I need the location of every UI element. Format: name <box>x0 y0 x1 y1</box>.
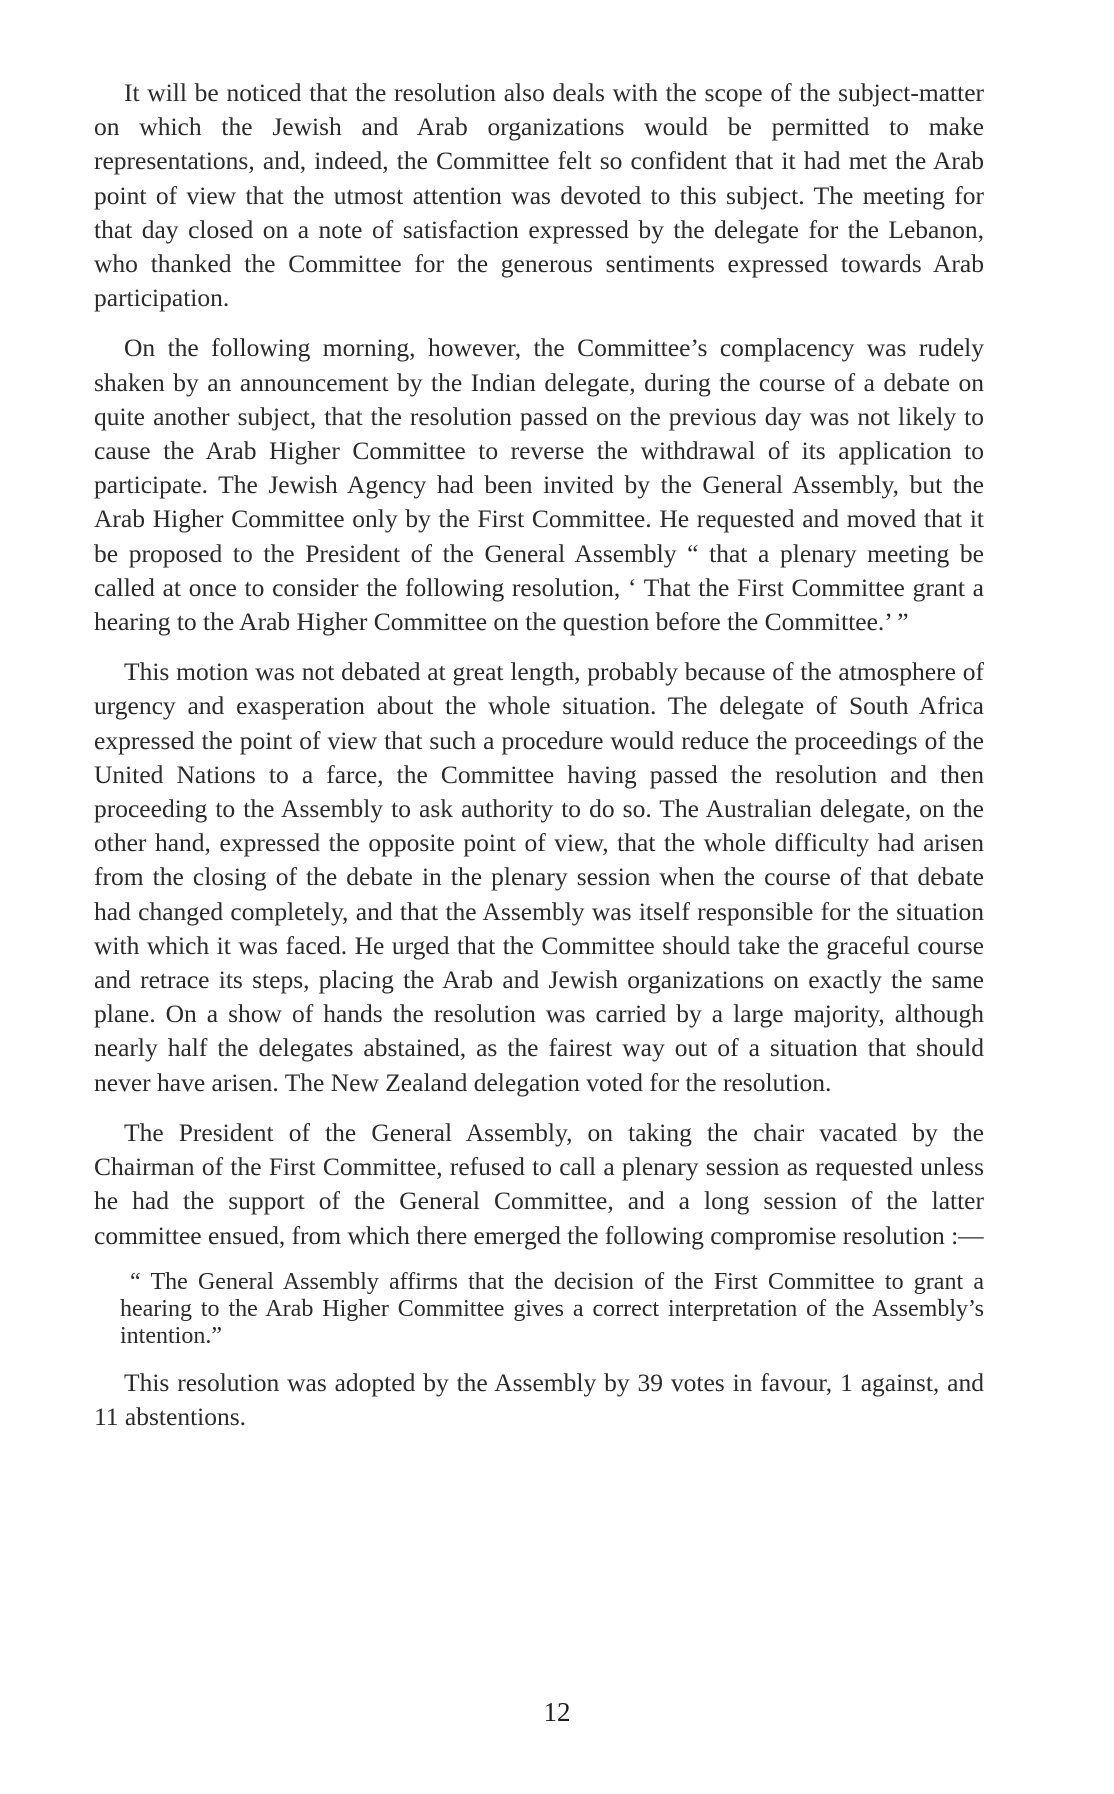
paragraph-motion-debate: This motion was not debated at great length, probably because of the atmosphere of urgency and exasperation about the whole situation. The delegate of South Africa expressed the point of view that such a procedure would reduce the proceedings of the United Nations to a farce, the Committee having passed the resolution and then proceeding to the Assembly to ask authority to do so. The Australian delegate, on the other hand, expressed the opposite point of view, that the whole difficulty had arisen from the closing of the debate in the plenary session when the course of that debate had changed completely, and that the Assembly was itself responsible for the situation with which it was faced. He urged that the Committee should take the graceful course and retrace its steps, placing the Arab and Jewish organizations on exactly the same plane. On a show of hands the resolution was carried by a large majority, although nearly half the delegates abstained, as the fairest way out of a situation that should never have arisen. The New Zealand delegation voted for the resolution. <box>94 657 984 1097</box>
page-number: 12 <box>543 1697 571 1727</box>
paragraph-resolution-scope: It will be noticed that the resolution also deals with the scope of the subject-matter on which the Jewish and Arab organizations would be permitted to make representations, and, indeed, the Committee felt so confident that it had met the Arab point of view that the utmost attention was devoted to this subject. The meeting for that day closed on a note of satisfaction expressed by the delegate for the Lebanon, who thanked the Committee for the generous sentiments expressed towards Arab participation. <box>94 78 984 313</box>
page-body <box>94 76 984 1434</box>
paragraph-vote-result: This resolution was adopted by the Assembly by 39 votes in favour, 1 against, and 11 abstentions. <box>94 1367 984 1431</box>
paragraph-general-assembly-president: The President of the General Assembly, on taking the chair vacated by the Chairman of the First Committee, refused to call a plenary session as requested unless he had the support of the General Committee, and a long session of the latter committee ensued, from which there emerged the following compromise resolution :— <box>94 1117 984 1250</box>
paragraph-indian-delegate: On the following morning, however, the Committee’s complacency was rudely shaken by an announcement by the Indian delegate, during the course of a debate on quite another subject, that the resolution passed on the previous day was not likely to cause the Arab Higher Committee to reverse the withdrawal of its application to participate. The Jewish Agency had been invited by the General Assembly, but the Arab Higher Committee only by the First Committee. He requested and moved that it be proposed to the President of the General Assembly “ that a plenary meeting be called at once to consider the following resolution, ‘ That the First Committee grant a hearing to the Arab Higher Committee on the question before the Committee.’ ” <box>94 333 984 637</box>
compromise-resolution-quote: “ The General Assembly affirms that the decision of the First Committee to grant a hearing to the Arab Higher Committee gives a correct interpretation of the Assembly’s intention.” <box>120 1268 984 1349</box>
